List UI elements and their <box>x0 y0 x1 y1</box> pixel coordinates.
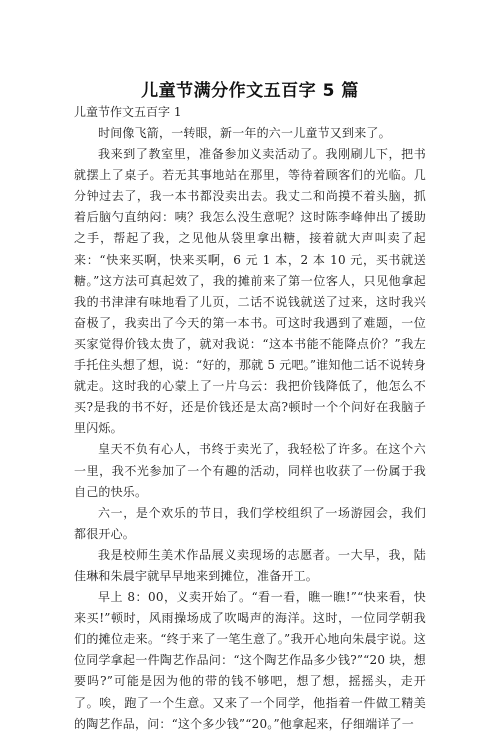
paragraph: 时间像飞箭，一转眼，新一年的六一儿童节又到来了。 <box>98 126 391 140</box>
document-title: 儿童节满分作文五百字 5 篇 <box>141 81 359 101</box>
paragraph: 我是校师生美术作品展义卖现场的志愿者。一大早，我，陆佳琳和朱晨宇就早早地来到摊位，准备开工。 <box>74 547 426 583</box>
paragraph: 我来到了教室里，准备参加义卖活动了。我刚刷儿下，把书就摆上了桌子。若无其事地站在那里，等待着顾客们的光临。几分钟过去了，我一本书都没卖出去。我丈二和尚摸不着头脑，抓着后脑勺直纳闷：咦？我怎么没生意呢？这时陈李峰伸出了援助之手，帮起了我，之见他从袋里拿出糖，接着就大声叫卖了起来：“快来买啊，快来买啊，6 元 1 本，2 本 10 元，买书就送糖。”这方法可真起效了，我的摊前来了第一位客人，只见他拿起我的书津津有味地看了儿页，二话不说钱就送了过来，这时我兴奋极了，我卖出了今天的第一本书。可这时我遇到了难题，一位买家觉得价钱太贵了，就对我说：“这本书能不能降点价？”我左手托住头想了想，说：“好的，那就 5 元吧。”谁知他二话不说转身就走。这时我的心蒙上了一片乌云：我把价钱降低了，他怎么不买?是我的书不好，还是价钱还是太高?顿时一个个问好在我脑子里闪烁。 <box>74 147 426 436</box>
essay-heading: 儿童节作文五百字 1 <box>74 105 182 119</box>
paragraph: 皇天不负有心人，书终于卖光了，我轻松了许多。在这个六一里，我不光参加了一个有趣的活动，同样也收获了一份属于我自己的快乐。 <box>74 442 426 499</box>
essay-body <box>74 123 426 735</box>
paragraph: 早上 8：00，义卖开始了。“看一看，瞧一瞧!”“快来看，快来买!”顿时，风雨操场成了吹喝声的海洋。这时，一位同学朝我们的摊位走来。“终于来了一笔生意了。”我开心地向朱晨宇说。这位同学拿起一件陶艺作品问：“这个陶艺作品多少钱?”“20 块，想要吗?”可能是因为他的带的钱不够吧，想了想，摇摇头，走开了。唉，跑了一个生意。又来了一个同学，他指着一件做工精美的陶艺作品，问：“这个多少钱”“20。”他拿起来，仔细端详了一 <box>74 590 426 731</box>
paragraph: 六一，是个欢乐的节日，我们学校组织了一场游园会，我们都很开心。 <box>74 505 426 541</box>
